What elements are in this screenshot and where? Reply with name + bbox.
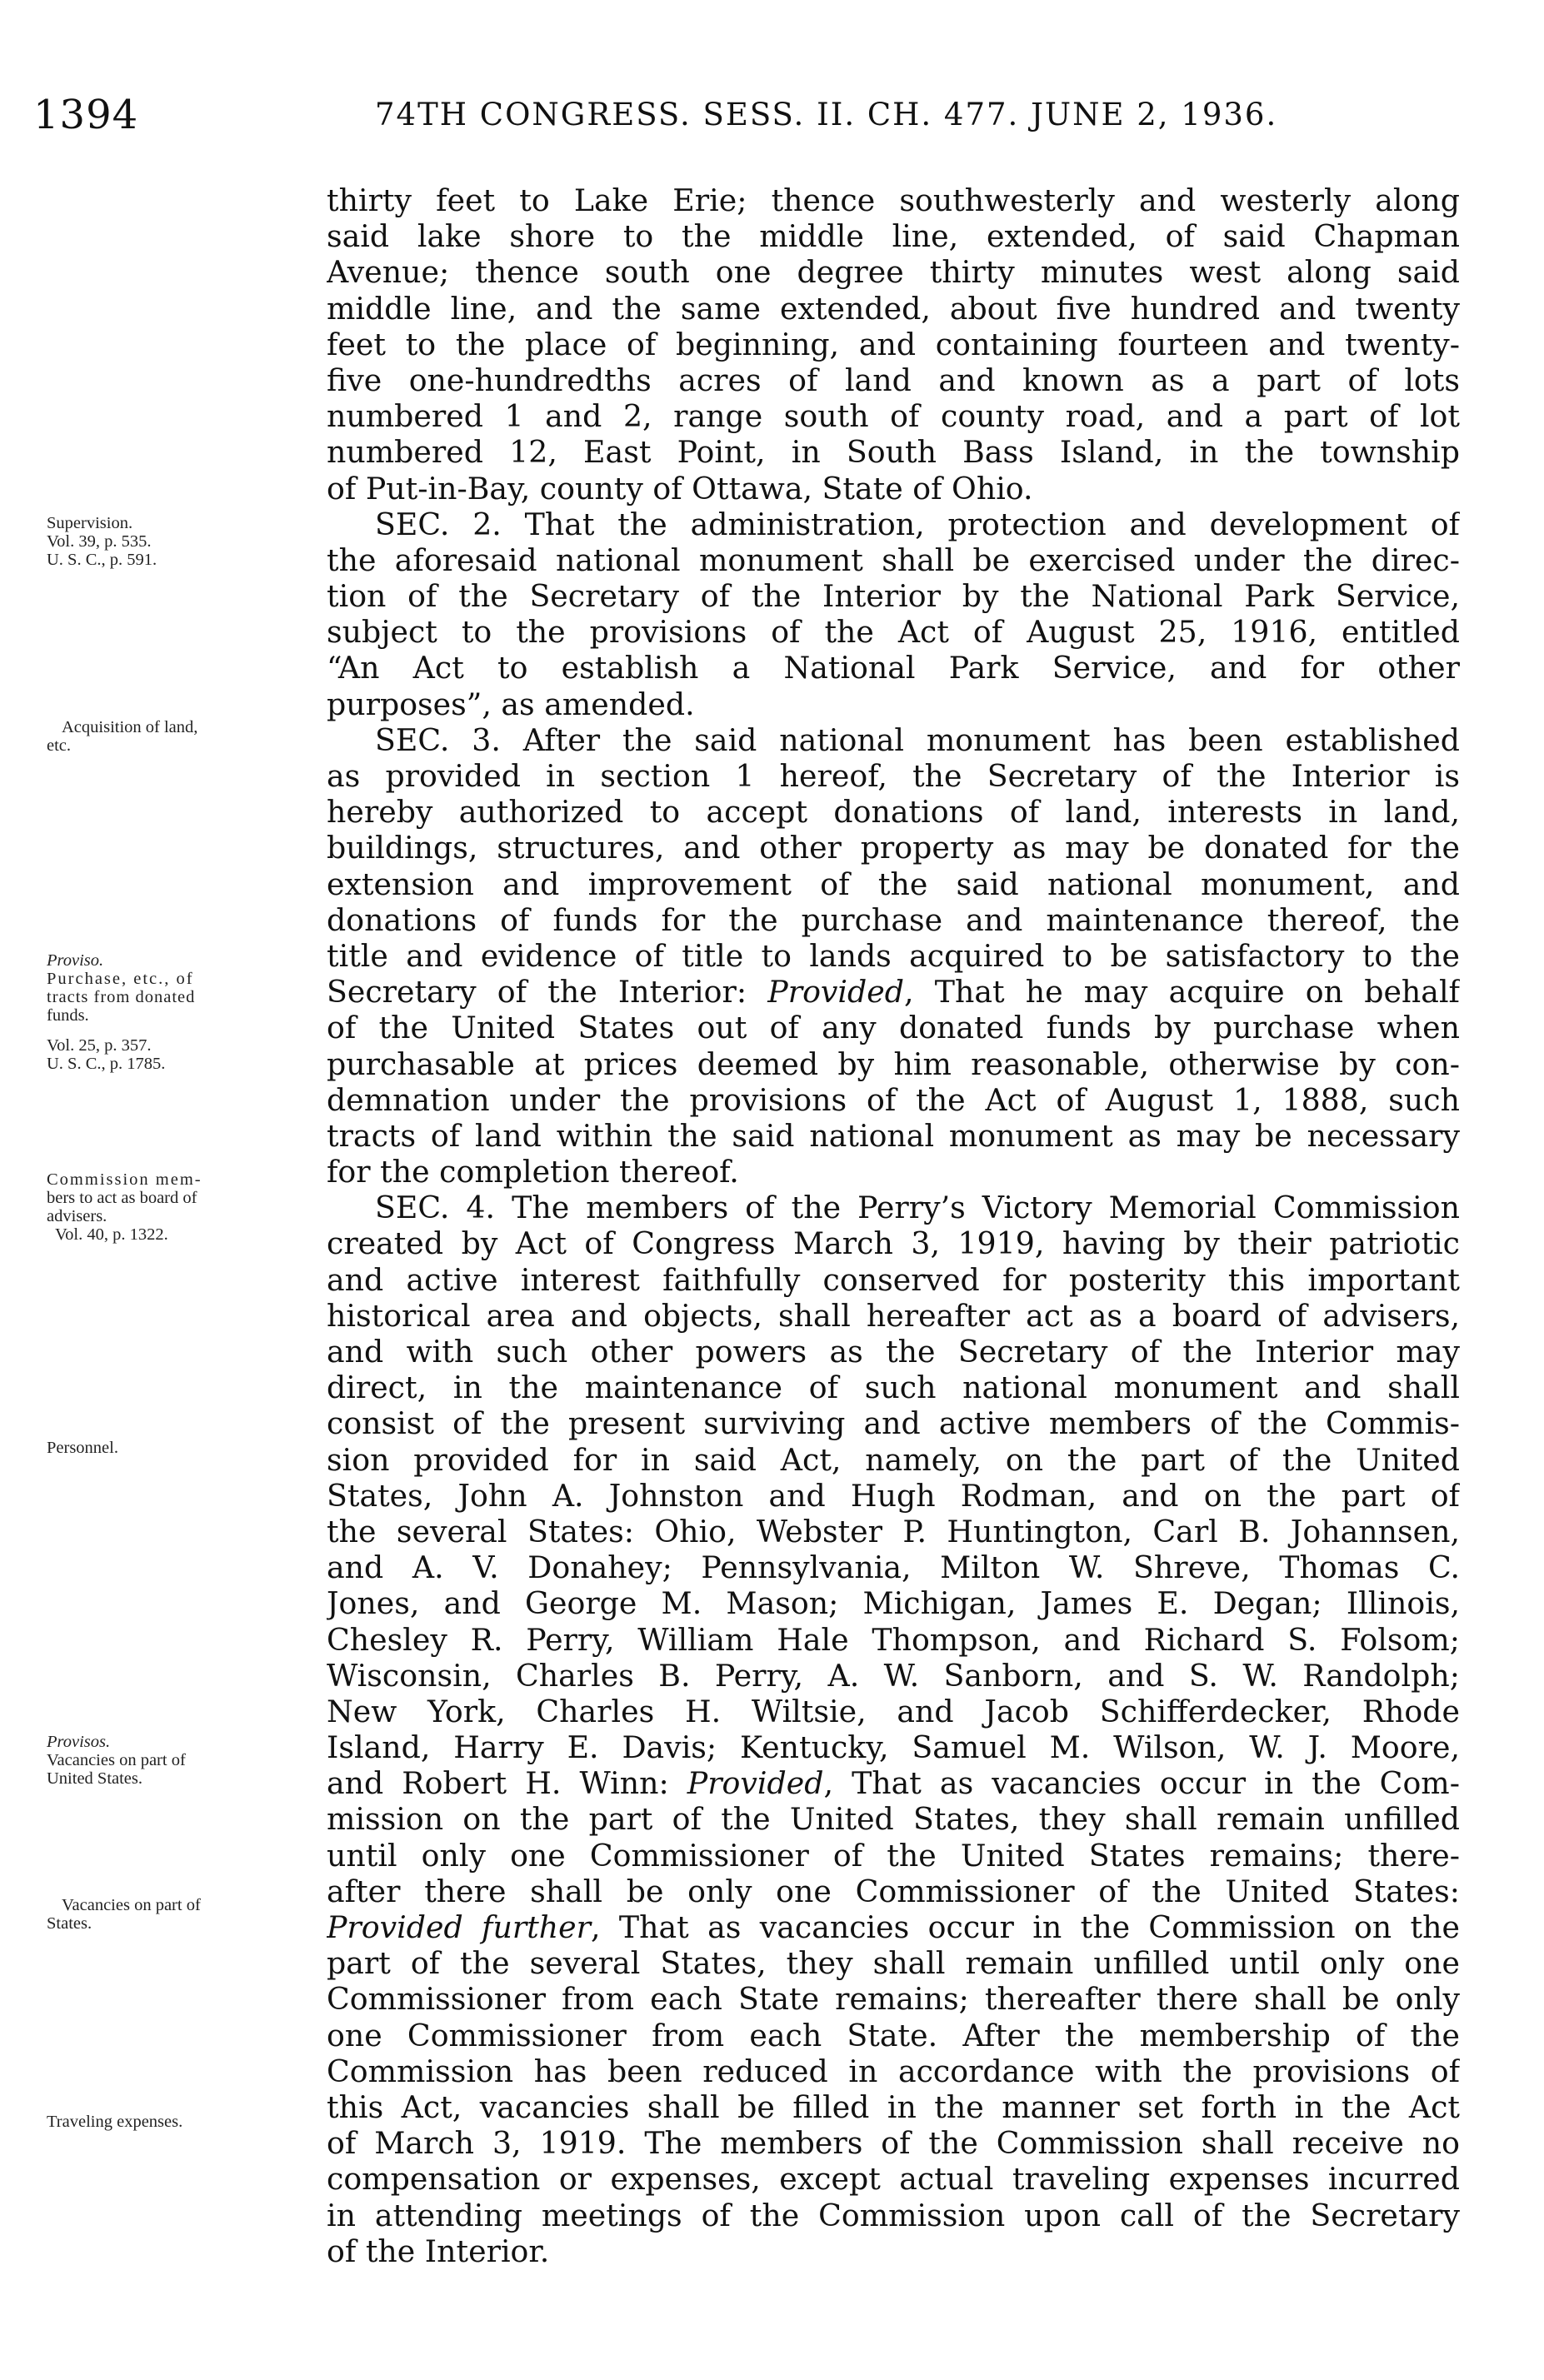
margin-note-supervision — [47, 514, 313, 569]
body-line: historical area and objects, shall hereafter act as a board of advisers, — [327, 1297, 1460, 1334]
body-line: five one-hundredths acres of land and known as a part of lots — [327, 362, 1460, 398]
body-line: Wisconsin, Charles B. Perry, A. W. Sanborn, and S. W. Randolph; — [327, 1657, 1460, 1694]
body-line: demnation under the provisions of the Act of August 1, 1888, such — [327, 1081, 1460, 1118]
proviso-label: Proviso. — [47, 951, 104, 970]
body-line: purchasable at prices deemed by him reasonable, otherwise by con- — [327, 1045, 1460, 1082]
body-line: the aforesaid national monument shall be exercised under the direc- — [327, 541, 1460, 578]
margin-note-label — [47, 951, 313, 970]
body-line: SEC. 4. The members of the Perry’s Victory Memorial Commission — [375, 1190, 1460, 1226]
provisos-label: Provisos. — [47, 1733, 111, 1751]
body-line: tracts of land within the said national monument as may be necessary — [327, 1117, 1460, 1154]
margin-note-acquisition — [47, 718, 313, 755]
body-line: and active interest faithfully conserved for posterity this important — [327, 1261, 1460, 1298]
body-line: and A. V. Donahey; Pennsylvania, Milton W. Shreve, Thomas C. — [327, 1549, 1460, 1586]
margin-note-ref: Vol. 39, p. 535. — [47, 532, 152, 551]
proviso-emphasis: Provided — [687, 1765, 824, 1802]
margin-note-ref: Vol. 25, p. 357. — [47, 1036, 152, 1055]
body-line: consist of the present surviving and active members of the Commis- — [327, 1405, 1460, 1442]
body-line: for the completion thereof. — [327, 1154, 739, 1190]
margin-note-line: Commission mem- — [47, 1170, 202, 1189]
margin-note-line: etc. — [47, 736, 72, 755]
body-line: Avenue; thence south one degree thirty minutes west along said — [327, 254, 1460, 291]
margin-note-title: Supervision. — [47, 514, 133, 532]
margin-note-line: Purchase, etc., of — [47, 970, 194, 988]
body-line: subject to the provisions of the Act of August 25, 1916, entitled — [327, 614, 1460, 651]
body-line: numbered 1 and 2, range south of county road, and a part of lot — [327, 398, 1460, 435]
body-line: part of the several States, they shall remain unfilled until only one — [327, 1945, 1460, 1982]
body-line: Provided further, That as vacancies occur in the Commission on the — [327, 1909, 1460, 1945]
margin-note-line: funds. — [47, 1006, 89, 1025]
body-line: and Robert H. Winn: Provided, That as vacancies occur in the Com- — [327, 1765, 1460, 1802]
margin-note-personnel — [47, 1439, 313, 1457]
body-line: Commissioner from each State remains; thereafter there shall be only — [327, 1981, 1460, 2018]
body-line: said lake shore to the middle line, extended, of said Chapman — [327, 218, 1460, 255]
body-line: Commission has been reduced in accordance with the provisions of — [327, 2053, 1460, 2089]
margin-note-ref: U. S. C., p. 591. — [47, 551, 157, 569]
body-line: feet to the place of beginning, and containing fourteen and twenty- — [327, 326, 1460, 362]
margin-note-provisos-united-states — [47, 1733, 313, 1788]
margin-note-ref: Vol. 40, p. 1322. — [55, 1225, 168, 1244]
margin-note-traveling-expenses — [47, 2113, 313, 2131]
running-head: 74TH CONGRESS. SESS. II. CH. 477. JUNE 2, 1936. — [375, 97, 1278, 132]
body-line: compensation or expenses, except actual traveling expenses incurred — [327, 2161, 1460, 2198]
body-line: this Act, vacancies shall be filled in the manner set forth in the Act — [327, 2088, 1460, 2125]
margin-note-line: bers to act as board of — [47, 1189, 197, 1207]
margin-note-line: tracts from donated — [47, 988, 196, 1006]
body-line: in attending meetings of the Commission upon call of the Secretary — [327, 2197, 1460, 2233]
body-line: middle line, and the same extended, about five hundred and twenty — [327, 290, 1460, 327]
body-line: buildings, structures, and other property as may be donated for the — [327, 830, 1460, 866]
body-line: Secretary of the Interior: Provided, That he may acquire on behalf — [327, 974, 1460, 1010]
body-line: SEC. 2. That the administration, protection and development of — [375, 506, 1460, 542]
margin-note-line: United States. — [47, 1769, 143, 1788]
body-line: created by Act of Congress March 3, 1919, having by their patriotic — [327, 1225, 1460, 1262]
body-line: extension and improvement of the said national monument, and — [327, 866, 1460, 902]
body-line: of March 3, 1919. The members of the Commission shall receive no — [327, 2125, 1460, 2162]
margin-note-line: Vacancies on part of — [47, 1751, 186, 1769]
margin-note-line: Vacancies on part of — [62, 1896, 201, 1914]
margin-note-ref: U. S. C., p. 1785. — [47, 1055, 166, 1073]
body-line: of the United States out of any donated funds by purchase when — [327, 1010, 1460, 1046]
body-line: mission on the part of the United States, they shall remain unfilled — [327, 1801, 1460, 1838]
body-line: of Put-in-Bay, county of Ottawa, State of Ohio. — [327, 470, 1033, 506]
page-number: 1394 — [33, 92, 139, 138]
statute-text — [327, 182, 1460, 2269]
body-line: New York, Charles H. Wiltsie, and Jacob Schifferdecker, Rhode — [327, 1693, 1460, 1729]
body-line: hereby authorized to accept donations of land, interests in land, — [327, 794, 1460, 831]
body-line: SEC. 3. After the said national monument has been established — [375, 721, 1460, 758]
body-line: States, John A. Johnston and Hugh Rodman, and on the part of — [327, 1477, 1460, 1514]
body-line: thirty feet to Lake Erie; thence southwesterly and westerly along — [327, 182, 1460, 218]
margin-note-line: advisers. — [47, 1207, 107, 1225]
body-line: after there shall be only one Commissioner of the United States: — [327, 1873, 1460, 1909]
body-line: Jones, and George M. Mason; Michigan, James E. Degan; Illinois, — [327, 1585, 1460, 1622]
body-line: until only one Commissioner of the United States remains; there- — [327, 1837, 1460, 1874]
body-line: purposes”, as amended. — [327, 686, 695, 722]
margin-note-label — [47, 1733, 313, 1751]
body-line: sion provided for in said Act, namely, on the part of the United — [327, 1441, 1460, 1478]
body-line: as provided in section 1 hereof, the Secretary of the Interior is — [327, 758, 1460, 794]
body-line: the several States: Ohio, Webster P. Huntington, Carl B. Johannsen, — [327, 1513, 1460, 1549]
margin-note-line: Acquisition of land, — [62, 718, 198, 736]
margin-note-line: States. — [47, 1914, 92, 1933]
body-line: one Commissioner from each State. After the membership of the — [327, 2017, 1460, 2053]
body-line: of the Interior. — [327, 2233, 550, 2269]
body-line: and with such other powers as the Secretary of the Interior may — [327, 1334, 1460, 1370]
margin-note-title: Traveling expenses. — [47, 2113, 183, 2131]
body-line: title and evidence of title to lands acquired to be satisfactory to the — [327, 937, 1460, 974]
margin-note-commission — [47, 1170, 313, 1244]
page-header — [33, 92, 1450, 142]
body-line: tion of the Secretary of the Interior by the National Park Service, — [327, 578, 1460, 615]
margin-note-vacancies-states — [47, 1896, 313, 1933]
body-line: direct, in the maintenance of such national monument and shall — [327, 1370, 1460, 1406]
proviso-emphasis: Provided further — [327, 1909, 592, 1945]
body-line: Island, Harry E. Davis; Kentucky, Samuel M. Wilson, W. J. Moore, — [327, 1729, 1460, 1766]
body-line: donations of funds for the purchase and maintenance thereof, the — [327, 901, 1460, 938]
proviso-emphasis: Provided — [767, 974, 904, 1010]
body-line: Chesley R. Perry, William Hale Thompson, and Richard S. Folsom; — [327, 1621, 1460, 1658]
body-line: numbered 12, East Point, in South Bass Island, in the township — [327, 434, 1460, 471]
margin-note-proviso-purchase — [47, 951, 313, 1073]
body-line: “An Act to establish a National Park Service, and for other — [327, 650, 1460, 686]
margin-note-title: Personnel. — [47, 1439, 118, 1457]
